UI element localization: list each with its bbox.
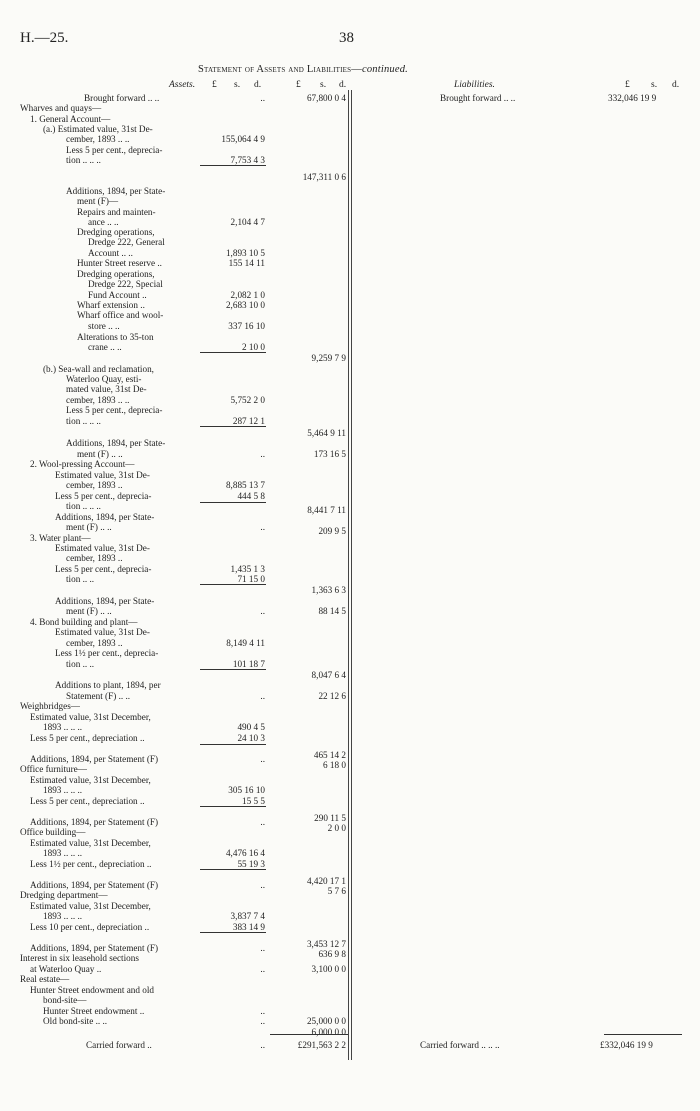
col1-amount: .. bbox=[260, 754, 265, 764]
subtotal-rule bbox=[200, 869, 266, 870]
asset-line: 1893 .. .. .. bbox=[43, 722, 83, 732]
col1-pound-heading: £ bbox=[212, 80, 217, 90]
col2-amount: 8,047 6 4 bbox=[311, 670, 346, 680]
asset-line: Waterloo Quay, esti- bbox=[66, 374, 142, 384]
asset-line: 2. Wool-pressing Account— bbox=[30, 459, 135, 469]
asset-line: Additions, 1894, per State- bbox=[55, 512, 155, 522]
col1-amount: .. bbox=[260, 964, 265, 974]
col2-amount: 209 9 5 bbox=[318, 526, 346, 536]
statement-title-continued: continued. bbox=[361, 64, 408, 75]
asset-line: Less 1½ per cent., depreciation .. bbox=[30, 859, 152, 869]
subtotal-rule bbox=[200, 669, 266, 670]
col1-amount: 2,082 1 0 bbox=[230, 290, 265, 300]
col1-amount: .. bbox=[260, 606, 265, 616]
asset-line: bond-site— bbox=[43, 995, 87, 1005]
col1-amount: 8,885 13 7 bbox=[225, 480, 265, 490]
col1-amount: .. bbox=[260, 817, 265, 827]
col2-amount: 67,800 0 4 bbox=[306, 93, 346, 103]
assets-column-rule bbox=[348, 90, 349, 1060]
asset-line: Estimated value, 31st December, bbox=[30, 901, 151, 911]
asset-line: Less 1½ per cent., deprecia- bbox=[55, 648, 159, 658]
asset-line: Estimated value, 31st De- bbox=[55, 627, 150, 637]
asset-line: Carried forward .. bbox=[86, 1040, 152, 1050]
asset-line: Less 10 per cent., depreciation .. bbox=[30, 922, 150, 932]
page-number: 38 bbox=[339, 30, 354, 46]
asset-line: Hunter Street reserve .. bbox=[77, 258, 162, 268]
asset-line: Alterations to 35-ton bbox=[77, 332, 154, 342]
asset-line: crane .. .. bbox=[88, 342, 122, 352]
assets-column-rule-2 bbox=[351, 90, 352, 1060]
col2-amount: 5,464 9 11 bbox=[307, 428, 346, 438]
asset-line: Interest in six leasehold sections bbox=[20, 953, 139, 963]
asset-line: tion .. .. .. bbox=[66, 416, 101, 426]
asset-line: Dredging department— bbox=[20, 890, 108, 900]
asset-line: Dredging operations, bbox=[77, 227, 155, 237]
asset-line: Fund Account .. bbox=[88, 290, 147, 300]
subtotal-rule bbox=[200, 165, 266, 166]
asset-line: Additions, 1894, per State- bbox=[55, 596, 155, 606]
asset-line: Statement (F) .. .. bbox=[66, 691, 131, 701]
col1-amount: 490 4 5 bbox=[237, 722, 265, 732]
asset-line: Additions, 1894, per Statement (F) bbox=[30, 817, 159, 827]
asset-line: Less 5 per cent., deprecia- bbox=[66, 405, 163, 415]
liab-shilling-heading: s. bbox=[651, 80, 658, 90]
asset-line: cember, 1893 .. .. bbox=[66, 395, 130, 405]
asset-line: Dredging operations, bbox=[77, 269, 155, 279]
asset-line: tion .. .. bbox=[66, 659, 95, 669]
asset-line: 1893 .. .. .. bbox=[43, 785, 83, 795]
col1-amount: 287 12 1 bbox=[232, 416, 265, 426]
asset-line: Additions, 1894, per State- bbox=[66, 186, 166, 196]
col1-amount: 15 5 5 bbox=[242, 796, 265, 806]
col2-amount: 8,441 7 11 bbox=[307, 505, 346, 515]
col1-amount: .. bbox=[260, 1040, 265, 1050]
asset-line: Less 5 per cent., deprecia- bbox=[55, 564, 152, 574]
liab-carried-forward-label: Carried forward .. .. .. bbox=[420, 1040, 500, 1050]
asset-line: Additions, 1894, per Statement (F) bbox=[30, 880, 159, 890]
asset-line: Additions, 1894, per Statement (F) bbox=[30, 754, 159, 764]
col2-amount: 1,363 6 3 bbox=[311, 585, 346, 595]
col1-amount: 444 5 8 bbox=[237, 491, 265, 501]
subtotal-rule bbox=[200, 806, 266, 807]
asset-line: Account .. .. bbox=[88, 248, 133, 258]
col1-amount: 2,104 4 7 bbox=[230, 217, 265, 227]
asset-line: Wharf office and wool- bbox=[77, 310, 164, 320]
liab-pound-heading: £ bbox=[625, 80, 630, 90]
col2-shilling-heading: s. bbox=[320, 80, 327, 90]
liab-brought-forward-value: 332,046 19 9 bbox=[608, 93, 657, 103]
asset-line: at Waterloo Quay .. bbox=[30, 964, 102, 974]
subtotal-rule bbox=[200, 502, 266, 503]
asset-line: cember, 1893 .. bbox=[66, 553, 123, 563]
col1-pence-heading: d. bbox=[254, 80, 262, 90]
col2-amount: 6,000 0 0 bbox=[311, 1027, 346, 1037]
asset-line: ment (F) .. .. bbox=[77, 449, 123, 459]
asset-line: ment (F) .. .. bbox=[66, 522, 112, 532]
asset-line: Dredge 222, Special bbox=[88, 279, 163, 289]
col2-amount: 4,420 17 1 bbox=[306, 876, 346, 886]
asset-line: cember, 1893 .. bbox=[66, 480, 123, 490]
asset-line: mated value, 31st De- bbox=[66, 384, 147, 394]
asset-line: ment (F) .. .. bbox=[66, 606, 112, 616]
col2-amount: 636 9 8 bbox=[318, 949, 346, 959]
liab-pence-heading: d. bbox=[672, 80, 680, 90]
asset-line: 1893 .. .. .. bbox=[43, 911, 83, 921]
asset-line: Less 5 per cent., depreciation .. bbox=[30, 796, 145, 806]
col1-amount: .. bbox=[260, 1006, 265, 1016]
asset-line: Hunter Street endowment and old bbox=[30, 985, 154, 995]
col2-amount: 290 11 5 bbox=[314, 813, 346, 823]
col1-amount: 337 16 10 bbox=[228, 321, 265, 331]
asset-line: 3. Water plant— bbox=[30, 533, 91, 543]
col1-amount: 24 10 3 bbox=[237, 733, 265, 743]
subtotal-rule bbox=[200, 352, 266, 353]
col2-amount: 173 16 5 bbox=[313, 449, 346, 459]
col1-amount: 8,149 4 11 bbox=[226, 638, 265, 648]
asset-line: ance .. .. bbox=[88, 217, 119, 227]
col1-amount: 101 18 7 bbox=[232, 659, 265, 669]
col1-amount: 3,837 7 4 bbox=[230, 911, 265, 921]
col2-amount: 3,100 0 0 bbox=[311, 964, 346, 974]
col1-amount: 1,893 10 5 bbox=[225, 248, 265, 258]
col1-amount: .. bbox=[260, 449, 265, 459]
asset-line: Estimated value, 31st December, bbox=[30, 775, 151, 785]
asset-line: Less 5 per cent., deprecia- bbox=[66, 145, 163, 155]
col1-amount: .. bbox=[260, 1016, 265, 1026]
col1-amount: 383 14 9 bbox=[232, 922, 265, 932]
subtotal-rule bbox=[200, 426, 266, 427]
subtotal-rule bbox=[200, 932, 266, 933]
col1-amount: 7,753 4 3 bbox=[230, 155, 265, 165]
col1-amount: 2,683 10 0 bbox=[225, 300, 265, 310]
col1-amount: 1,435 1 3 bbox=[230, 564, 265, 574]
col2-amount: 22 12 6 bbox=[318, 691, 346, 701]
col1-amount: 71 15 0 bbox=[237, 574, 265, 584]
asset-line: Real estate— bbox=[20, 974, 70, 984]
asset-line: Less 5 per cent., depreciation .. bbox=[30, 733, 145, 743]
asset-line: Additions, 1894, per Statement (F) bbox=[30, 943, 159, 953]
asset-line: cember, 1893 .. bbox=[66, 638, 123, 648]
col1-shilling-heading: s. bbox=[234, 80, 241, 90]
col2-amount: 3,453 12 7 bbox=[306, 939, 346, 949]
asset-line: (a.) Estimated value, 31st De- bbox=[43, 124, 153, 134]
assets-heading: Assets. bbox=[169, 80, 196, 90]
asset-line: Old bond-site .. .. bbox=[43, 1016, 108, 1026]
col1-amount: .. bbox=[260, 522, 265, 532]
asset-line: 1. General Account— bbox=[30, 114, 111, 124]
col1-amount: .. bbox=[260, 691, 265, 701]
asset-line: Additions, 1894, per State- bbox=[66, 438, 166, 448]
report-code: H.—25. bbox=[20, 30, 69, 46]
col2-amount: 465 14 2 bbox=[313, 750, 346, 760]
col2-amount: 25,000 0 0 bbox=[306, 1016, 346, 1026]
asset-line: Estimated value, 31st De- bbox=[55, 470, 150, 480]
asset-line: ment (F)— bbox=[77, 196, 119, 206]
liabilities-heading: Liabilities. bbox=[454, 80, 495, 90]
liab-total-rule bbox=[604, 1034, 682, 1035]
asset-line: tion .. .. bbox=[66, 574, 95, 584]
col1-amount: 55 19 3 bbox=[237, 859, 265, 869]
statement-title bbox=[198, 64, 408, 75]
col1-amount: .. bbox=[260, 943, 265, 953]
col1-amount: 155,064 4 9 bbox=[221, 134, 265, 144]
asset-line: (b.) Sea-wall and reclamation, bbox=[43, 364, 154, 374]
asset-line: Less 5 per cent., deprecia- bbox=[55, 491, 152, 501]
col1-amount: .. bbox=[260, 93, 265, 103]
asset-line: 4. Bond building and plant— bbox=[30, 617, 138, 627]
asset-line: Weighbridges— bbox=[20, 701, 80, 711]
col2-amount: 147,311 0 6 bbox=[302, 172, 346, 182]
col1-amount: 5,752 2 0 bbox=[230, 395, 265, 405]
asset-line: Wharves and quays— bbox=[20, 103, 102, 113]
asset-line: Wharf extension .. bbox=[77, 300, 145, 310]
asset-line: Hunter Street endowment .. bbox=[43, 1006, 145, 1016]
col2-amount: 2 0 0 bbox=[327, 823, 346, 833]
asset-line: Office building— bbox=[20, 827, 86, 837]
asset-line: Estimated value, 31st De- bbox=[55, 543, 150, 553]
asset-line: Brought forward .. .. bbox=[84, 93, 160, 103]
asset-line: store .. .. bbox=[88, 321, 120, 331]
asset-line: Office furniture— bbox=[20, 764, 87, 774]
asset-line: Estimated value, 31st December, bbox=[30, 838, 151, 848]
asset-line: tion .. .. .. bbox=[66, 501, 101, 511]
col2-amount: £291,563 2 2 bbox=[297, 1040, 346, 1050]
statement-title-main: Statement of Assets and Liabilities— bbox=[198, 64, 362, 75]
col1-amount: 155 14 11 bbox=[228, 258, 265, 268]
asset-line: 1893 .. .. .. bbox=[43, 848, 83, 858]
asset-line: Dredge 222, General bbox=[88, 237, 165, 247]
asset-line: Repairs and mainten- bbox=[77, 207, 156, 217]
col2-pence-heading: d. bbox=[339, 80, 347, 90]
asset-line: tion .. .. .. bbox=[66, 155, 101, 165]
asset-line: Estimated value, 31st December, bbox=[30, 712, 151, 722]
subtotal-rule bbox=[200, 744, 266, 745]
col2-amount: 88 14 5 bbox=[318, 606, 346, 616]
assets-total-rule bbox=[270, 1034, 348, 1035]
asset-line: cember, 1893 .. .. bbox=[66, 134, 130, 144]
col1-amount: 2 10 0 bbox=[242, 342, 265, 352]
col2-amount: 6 18 0 bbox=[323, 760, 346, 770]
col1-amount: 305 16 10 bbox=[228, 785, 265, 795]
liab-brought-forward-label: Brought forward .. .. bbox=[440, 93, 516, 103]
col2-pound-heading: £ bbox=[296, 80, 301, 90]
col1-amount: 4,476 16 4 bbox=[225, 848, 265, 858]
col2-amount: 9,259 7 9 bbox=[311, 353, 346, 363]
col2-amount: 5 7 6 bbox=[327, 886, 346, 896]
asset-line: Additions to plant, 1894, per bbox=[55, 680, 161, 690]
subtotal-rule bbox=[200, 584, 266, 585]
liab-carried-forward-value: £332,046 19 9 bbox=[600, 1040, 653, 1050]
col1-amount: .. bbox=[260, 880, 265, 890]
